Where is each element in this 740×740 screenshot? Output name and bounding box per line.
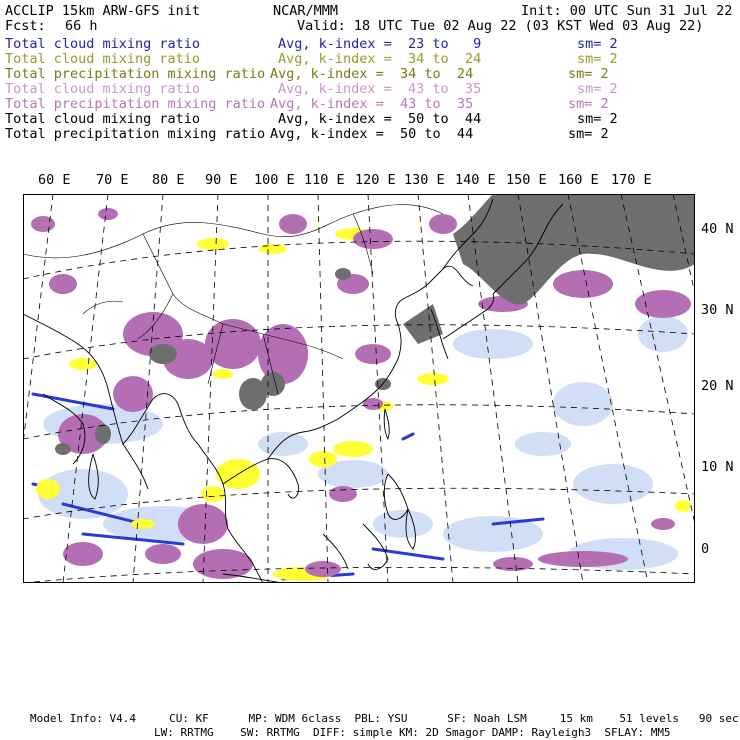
lon-label: 170 E (611, 172, 652, 188)
lon-label: 70 E (96, 172, 129, 188)
lon-label: 120 E (355, 172, 396, 188)
legend-avg: Avg, k-index = 50 to 44 (270, 126, 474, 142)
legend-sm: sm= 2 (577, 111, 618, 127)
legend-avg: Avg, k-index = 34 to 24 (278, 51, 482, 67)
legend-field: Total precipitation mixing ratio (5, 66, 266, 82)
footer-physics-info: LW: RRTMG SW: RRTMG DIFF: simple KM: 2D Smagor DAMP: Rayleigh3 SFLAY: MM5 (154, 726, 671, 739)
legend-avg: Avg, k-index = 50 to 44 (278, 111, 482, 127)
org-label: NCAR/MMM (273, 3, 339, 19)
legend-sm: sm= 2 (568, 66, 609, 82)
legend-avg: Avg, k-index = 43 to 35 (270, 96, 474, 112)
legend-sm: sm= 2 (568, 126, 609, 142)
legend-field: Total cloud mixing ratio (5, 81, 201, 97)
fcst-value: 66 h (65, 18, 98, 34)
legend-field: Total cloud mixing ratio (5, 111, 201, 127)
footer-model-info: Model Info: V4.4 CU: KF MP: WDM 6class PBL: YSU SF: Noah LSM 15 km 51 levels 90 sec (30, 712, 739, 725)
lon-label: 100 E (254, 172, 295, 188)
legend-sm: sm= 2 (568, 96, 609, 112)
lat-label: 10 N (701, 459, 734, 475)
legend-avg: Avg, k-index = 43 to 35 (278, 81, 482, 97)
lon-label: 140 E (455, 172, 496, 188)
lat-label: 0 (701, 541, 710, 557)
model-title: ACCLIP 15km ARW-GFS init (5, 3, 201, 19)
lon-label: 60 E (38, 172, 71, 188)
fcst-label: Fcst: (5, 18, 46, 34)
init-time: Init: 00 UTC Sun 31 Jul 22 (521, 3, 733, 19)
valid-time: Valid: 18 UTC Tue 02 Aug 22 (03 KST Wed 03 Aug 22) (297, 18, 704, 34)
lon-label: 130 E (404, 172, 445, 188)
legend-field: Total cloud mixing ratio (5, 51, 201, 67)
lon-label: 160 E (558, 172, 599, 188)
legend-sm: sm= 2 (577, 36, 618, 52)
legend-sm: sm= 2 (577, 51, 618, 67)
legend-field: Total cloud mixing ratio (5, 36, 201, 52)
legend-field: Total precipitation mixing ratio (5, 96, 266, 112)
lon-label: 150 E (506, 172, 547, 188)
lon-label: 90 E (205, 172, 238, 188)
lat-label: 20 N (701, 378, 734, 394)
legend-avg: Avg, k-index = 23 to 9 (278, 36, 482, 52)
forecast-map (23, 194, 695, 583)
legend-field: Total precipitation mixing ratio (5, 126, 266, 142)
lon-label: 110 E (304, 172, 345, 188)
lat-label: 30 N (701, 302, 734, 318)
legend-sm: sm= 2 (577, 81, 618, 97)
legend-avg: Avg, k-index = 34 to 24 (270, 66, 474, 82)
lat-label: 40 N (701, 221, 734, 237)
lon-label: 80 E (152, 172, 185, 188)
